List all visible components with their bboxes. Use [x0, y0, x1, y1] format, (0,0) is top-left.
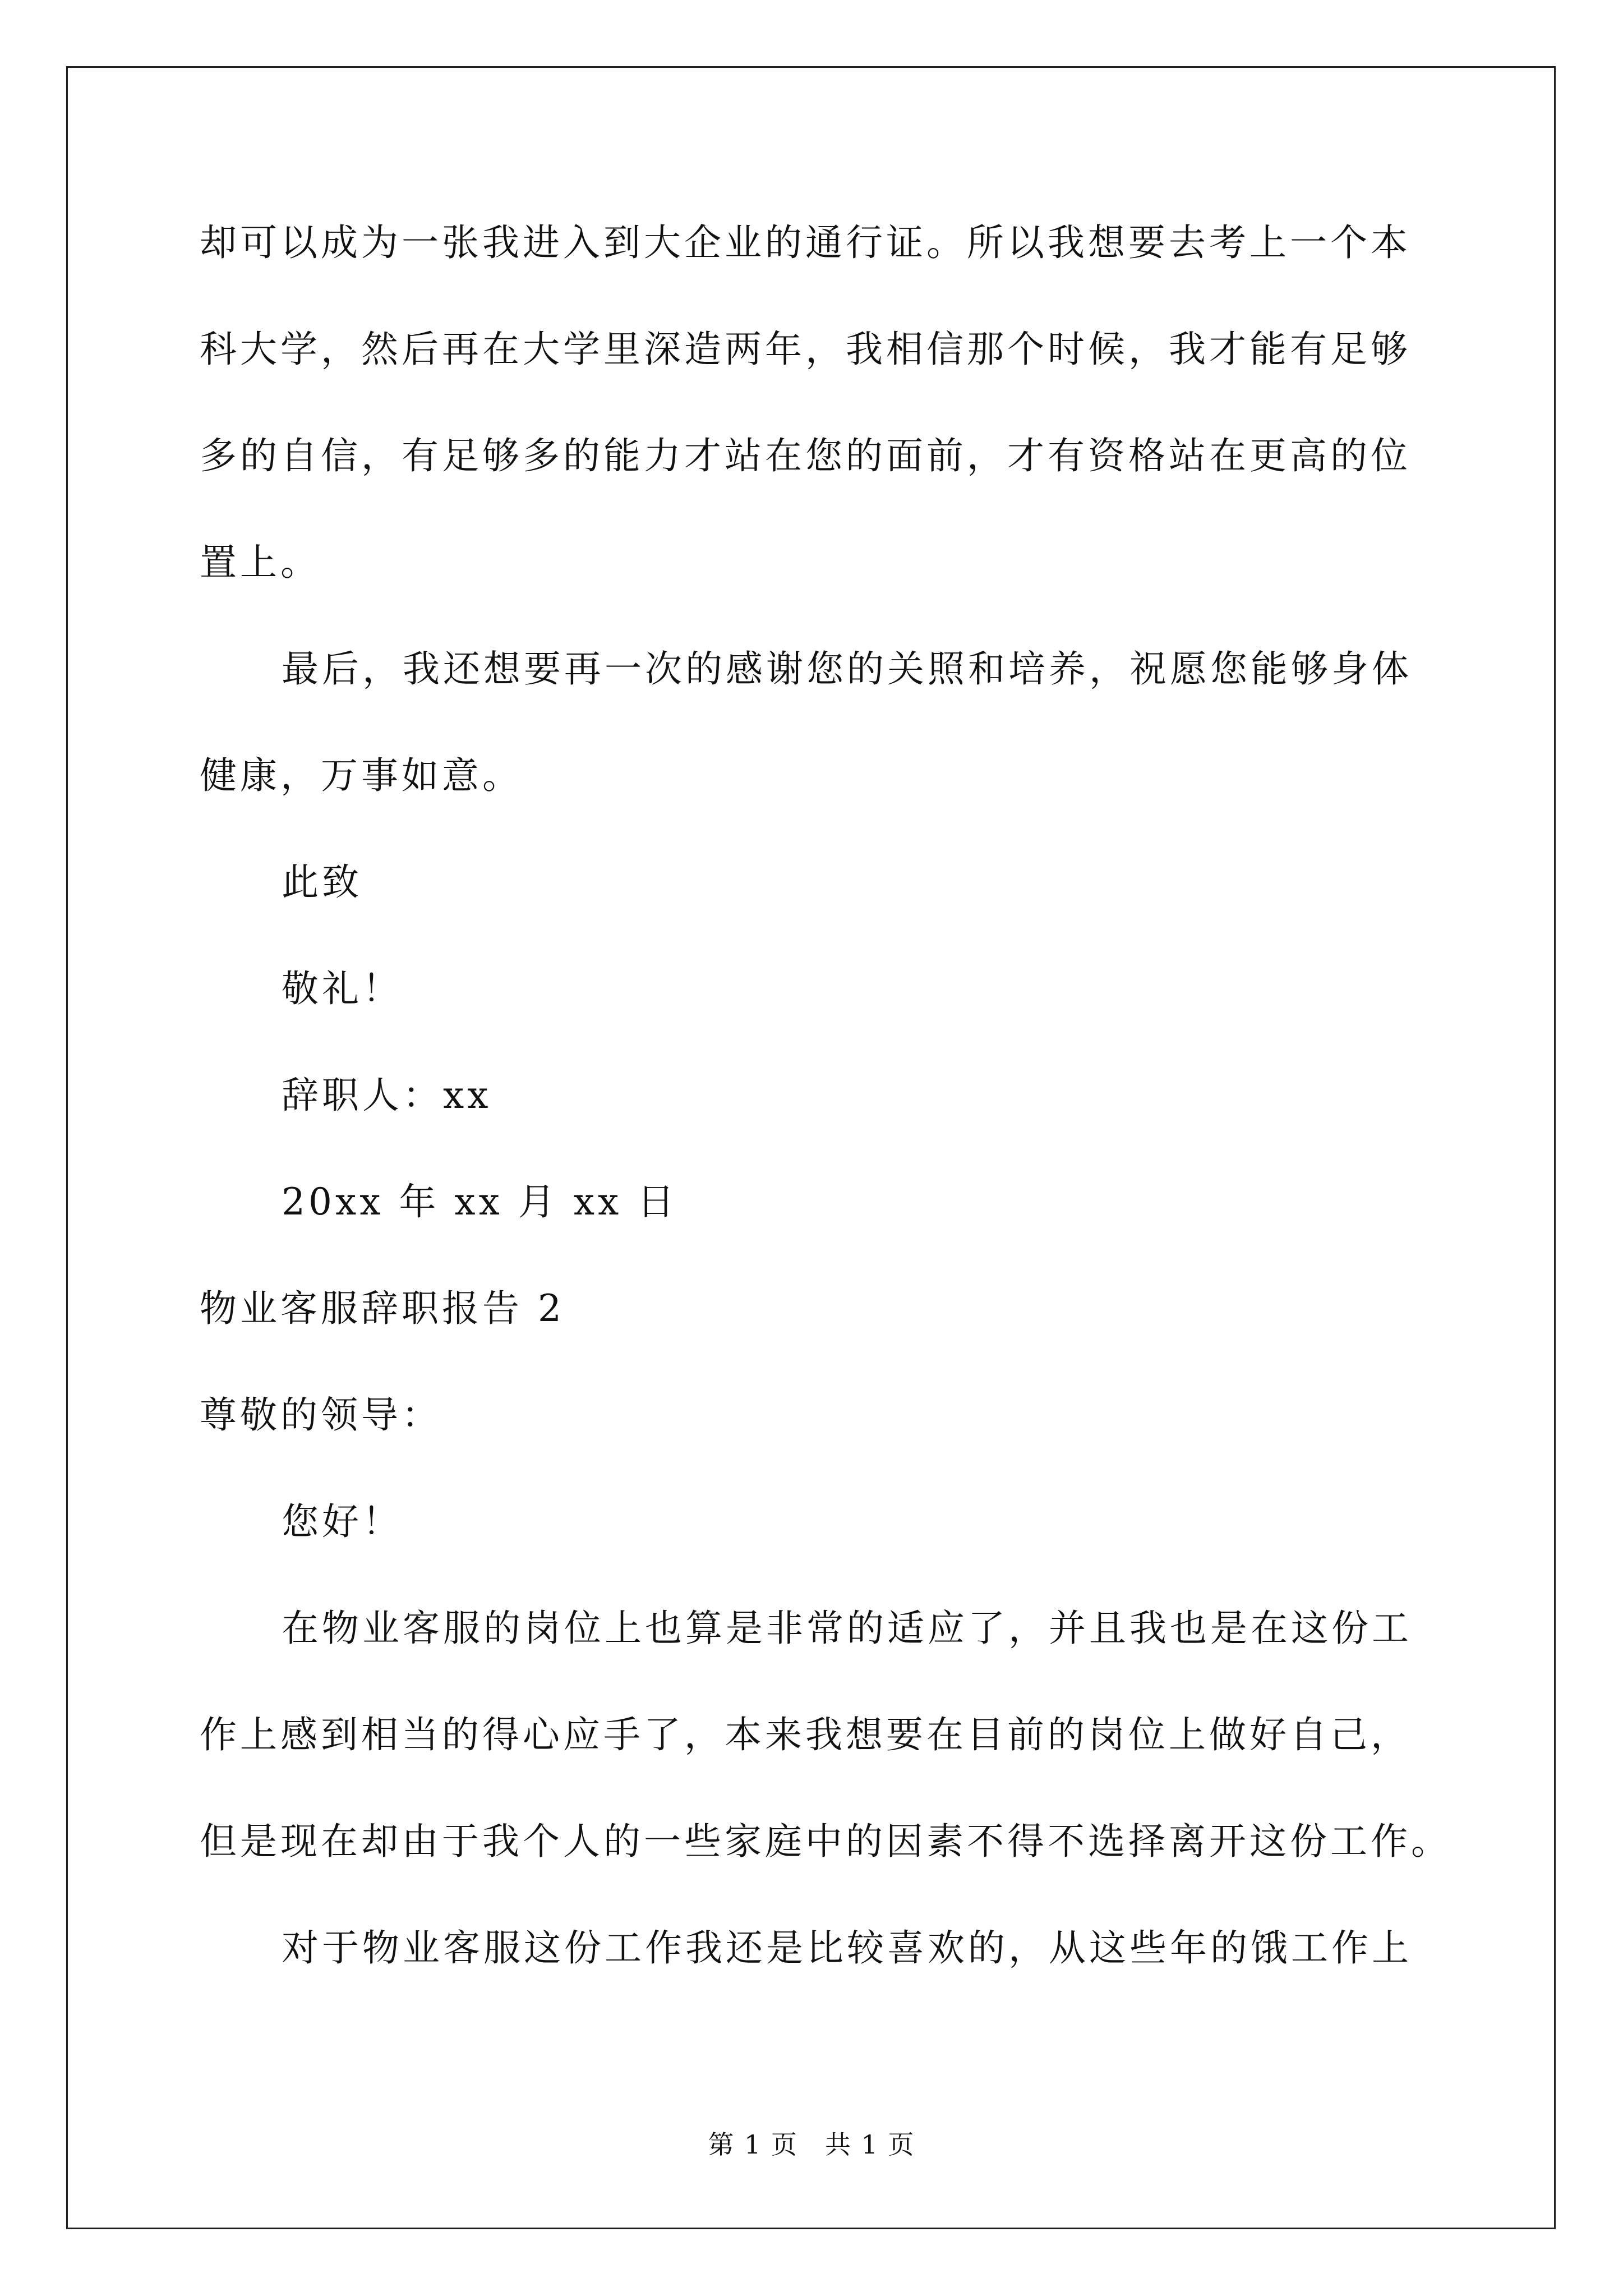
text-line-5: 最后，我还想要再一次的感谢您的关照和培养，祝愿您能够身体 [282, 647, 1412, 691]
closing-regards: 敬礼！ [282, 967, 403, 1010]
closing-salutation: 此致 [282, 861, 362, 904]
text-line-3: 多的自信，有足够多的能力才站在您的面前，才有资格站在更高的位 [200, 434, 1411, 477]
greeting-recipient: 尊敬的领导： [200, 1393, 442, 1437]
text-line-17: 对于物业客服这份工作我还是比较喜欢的，从这些年的饿工作上 [282, 1926, 1412, 1970]
text-line-4: 置上。 [200, 541, 321, 584]
text-line-1: 却可以成为一张我进入到大企业的通行证。所以我想要去考上一个本 [200, 221, 1411, 264]
text-line-6: 健康，万事如意。 [200, 754, 523, 797]
date-line: 20xx 年 xx 月 xx 日 [282, 1180, 678, 1223]
text-line-14: 在物业客服的岗位上也算是非常的适应了，并且我也是在这份工 [282, 1607, 1412, 1650]
document-body [200, 221, 1451, 2036]
section-title: 物业客服辞职报告 2 [200, 1287, 565, 1330]
signer-line: 辞职人：xx [282, 1074, 492, 1117]
text-line-15: 作上感到相当的得心应手了，本来我想要在目前的岗位上做好自己， [200, 1713, 1411, 1756]
page-number-footer: 第 1 页 共 1 页 [708, 2129, 915, 2160]
text-line-16: 但是现在却由于我个人的一些家庭中的因素不得不选择离开这份工作。 [200, 1820, 1451, 1863]
greeting-hello: 您好！ [282, 1500, 403, 1543]
text-line-2: 科大学，然后再在大学里深造两年，我相信那个时候，我才能有足够 [200, 328, 1411, 371]
